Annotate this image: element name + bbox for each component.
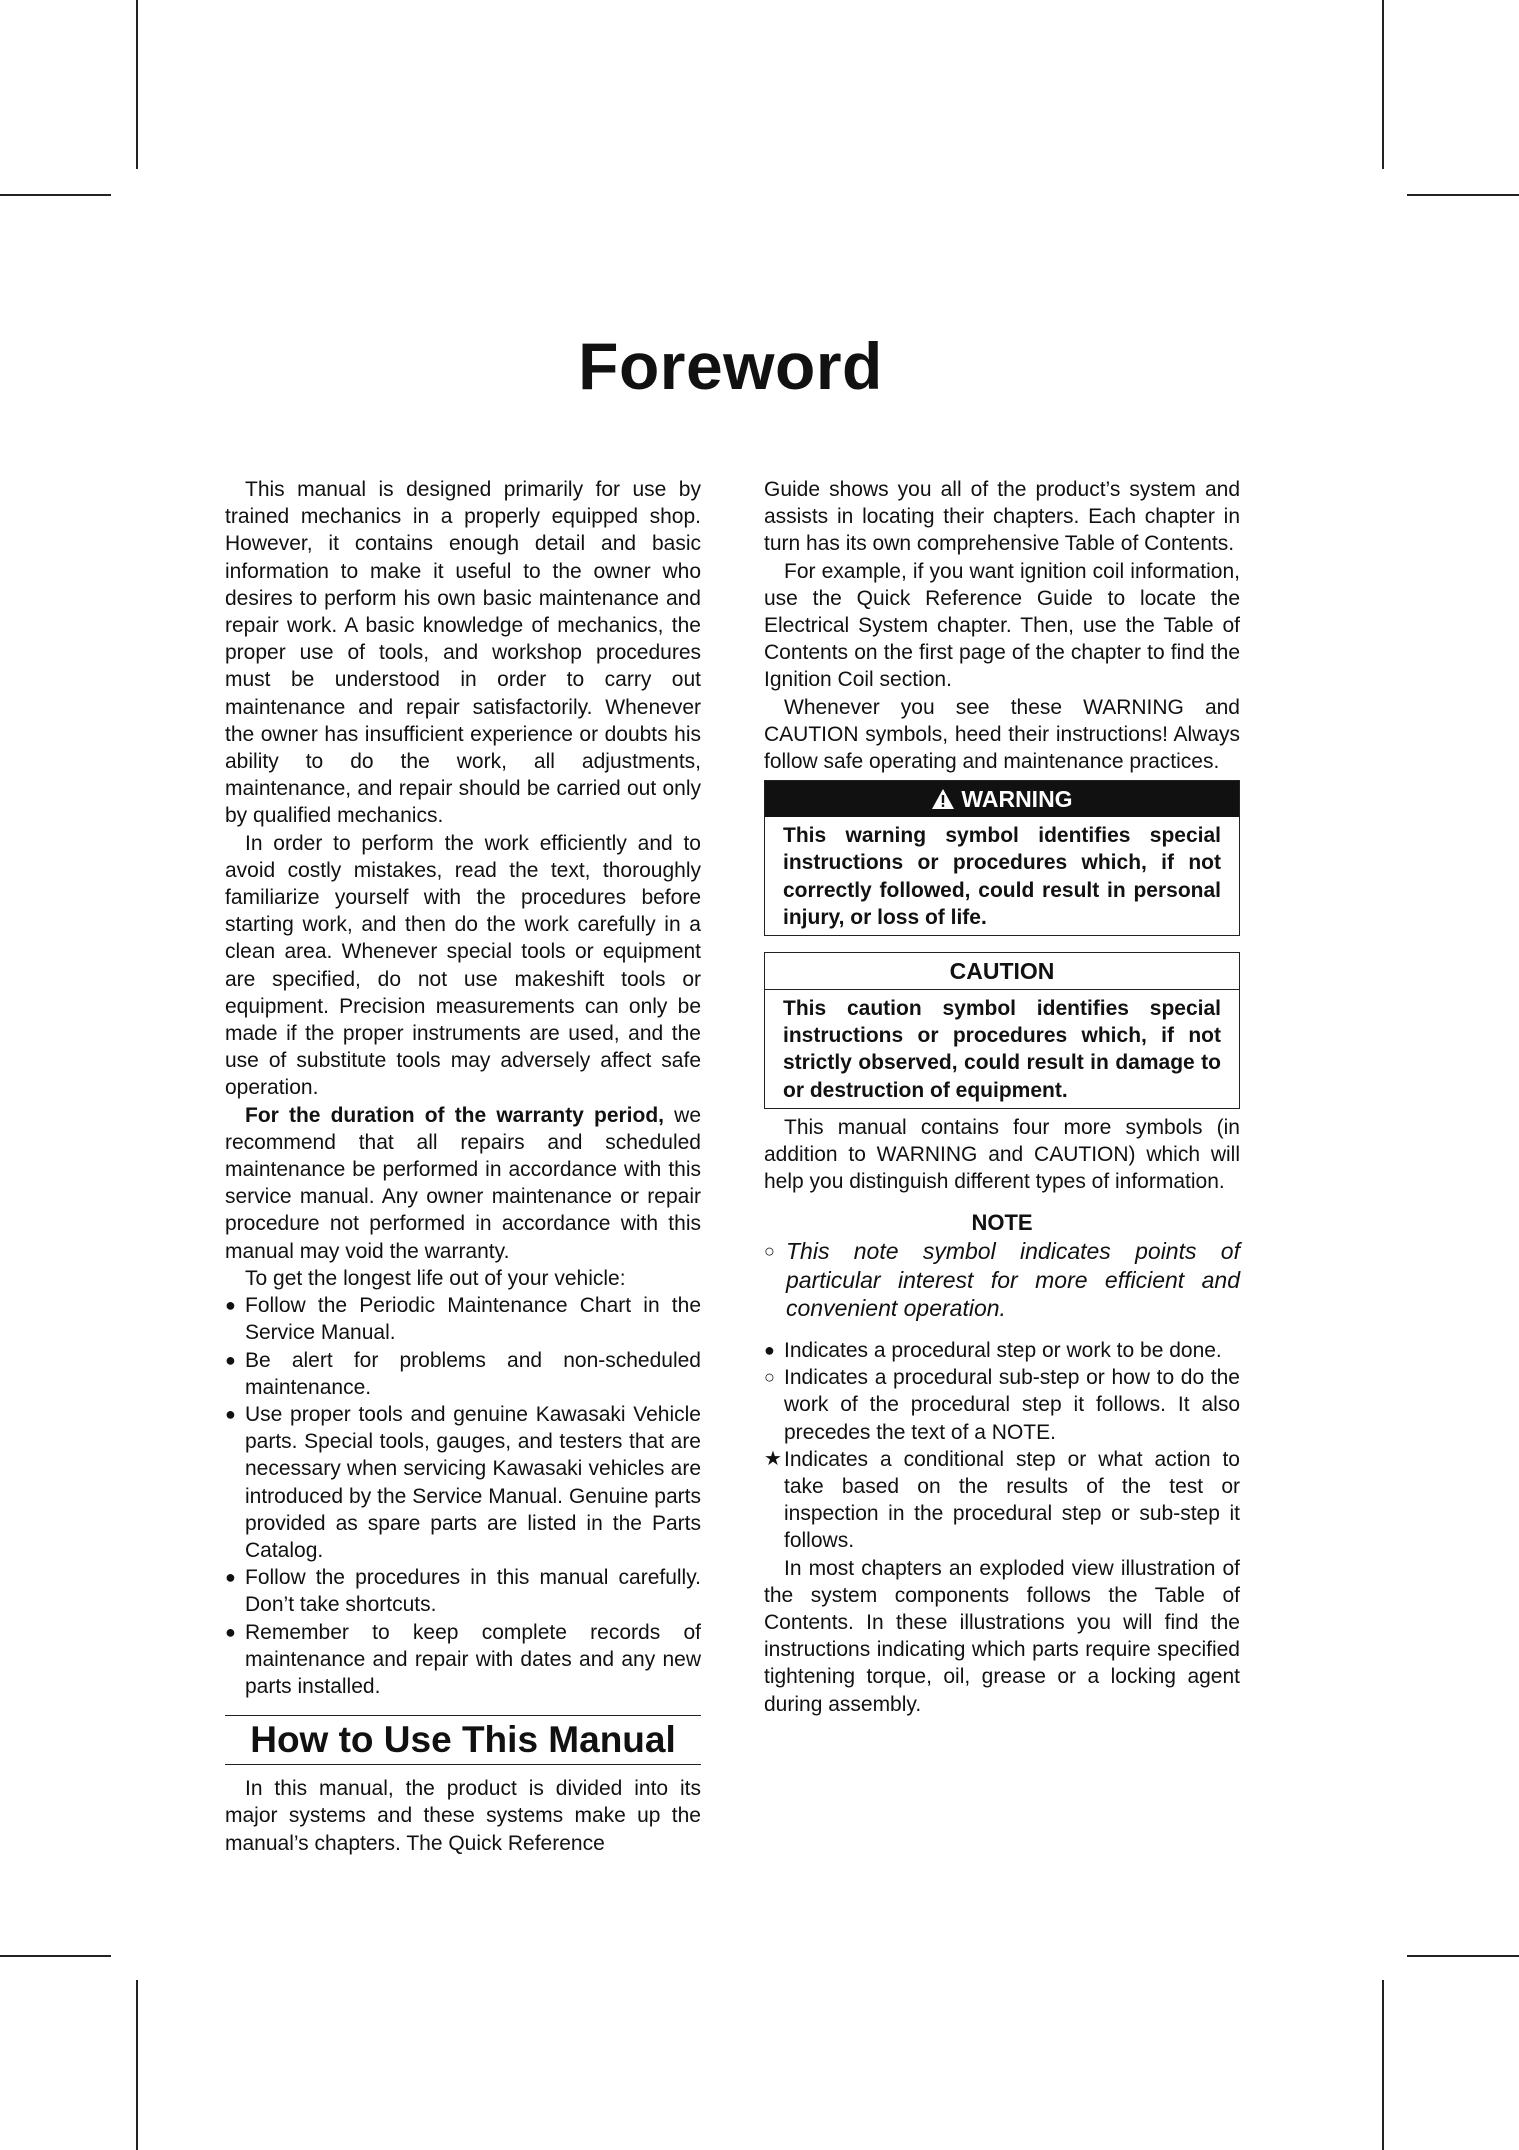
right-column [764,476,1240,1718]
list-item-text: Indicates a procedural sub-step or how to do the work of the procedural step it follows. It also precedes the text of a NOTE. [784,1366,1240,1444]
crop-mark-top-right-horizontal [1407,194,1519,196]
list-item-text: Be alert for problems and non-scheduled maintenance. [245,1348,701,1399]
crop-mark-bottom-right-vertical [1382,1980,1384,2150]
crop-mark-bottom-left-vertical [136,1980,138,2150]
list-item-text: Indicates a conditional step or what action to take based on the results of the test or inspection in the procedural step or sub-step it follows. [784,1447,1240,1553]
note-text-block [764,1237,1240,1323]
list-item [225,1401,701,1564]
list-item-text: Indicates a procedural step or work to be done. [784,1338,1222,1362]
ring-icon: ○ [764,1367,775,1388]
list-item [764,1337,1240,1364]
crop-mark-bottom-right-horizontal [1407,1955,1519,1957]
left-column [225,476,701,1857]
list-item [764,1364,1240,1446]
note-label: NOTE [971,1210,1033,1236]
caution-label: CAUTION [765,953,1239,990]
note-text: This note symbol indicates points of particular interest for more efficient and convenient operation. [786,1238,1240,1322]
bullet-icon: ● [225,1403,236,1424]
warranty-paragraph [225,1102,701,1265]
bullet-icon: ● [225,1621,236,1642]
quick-reference-paragraph: Guide shows you all of the product’s system and assists in locating their chapters. Each chapter in turn has its own comprehensive Table of Contents. [764,478,1240,556]
caution-box [764,952,1240,1109]
list-item [225,1347,701,1401]
list-item-text: Use proper tools and genuine Kawasaki Vehicle parts. Special tools, gauges, and testers that are necessary when servicing Kawasaki vehicles are introduced by the Service Manual. Genuine parts provided as spare parts are listed in the Parts Catalog. [245,1402,701,1562]
maintenance-tips-list [225,1292,701,1700]
list-item [764,1446,1240,1555]
warranty-lead: For the duration of the warranty period, [245,1103,665,1127]
crop-mark-top-right-vertical [1382,0,1384,169]
crop-mark-top-left-horizontal [0,194,111,196]
crop-mark-bottom-left-horizontal [0,1955,111,1957]
warning-box [764,780,1240,936]
warning-label: WARNING [961,786,1073,813]
procedure-paragraph: In order to perform the work efficiently and to avoid costly mistakes, read the text, thoroughly familiarize yourself with the procedures before starting work, and then do the work carefully in a clean area. Whenever special tools or equipment are specified, do not use makeshift tools or equipment. Precision measurements can only be made if the proper instruments are used, and the use of substitute tools may adversely affect safe operation. [225,831,701,1100]
how-to-use-paragraph: In this manual, the product is divided into its major systems and these systems make up the manual’s chapters. The Quick Reference [225,1777,701,1855]
caution-text: This caution symbol identifies special instructions or procedures which, if not strictly observed, could result in damage to or destruction of equipment. [783,997,1221,1102]
symbols-intro-paragraph: Whenever you see these WARNING and CAUTION symbols, heed their instructions! Always follow safe operating and maintenance practices. [764,695,1240,774]
bullet-icon: ● [225,1295,236,1316]
bullet-icon: ● [225,1349,236,1370]
page-title: Foreword [578,329,883,403]
intro-paragraph: This manual is designed primarily for use by trained mechanics in a properly equipped shop. However, it contains enough detail and basic information to make it useful to the owner who desires to perform his own basic maintenance and repair work. A basic knowledge of mechanics, the proper use of tools, and workshop procedures must be understood in order to carry out maintenance and repair satisfactorily. Whenever the owner has insufficient experience or doubts his ability to do the work, all adjustments, maintenance, and repair should be carried out only by qualified mechanics. [225,478,701,828]
star-icon: ★ [764,1447,782,1470]
warranty-text: we recommend that all repairs and scheduled maintenance be performed in accordance with this service manual. Any owner maintenance or repair procedure not performed in accordance with this manual may void the warranty. [225,1103,701,1263]
warning-triangle-icon [931,788,955,810]
bullet-icon: ● [764,1339,775,1360]
example-paragraph: For example, if you want ignition coil information, use the Quick Reference Guide to locate the Electrical System chapter. Then, use the Table of Contents on the first page of the chapter to find the Ignition Coil section. [764,559,1240,692]
more-symbols-paragraph: This manual contains four more symbols (in addition to WARNING and CAUTION) which will help you distinguish different types of information. [764,1115,1240,1194]
crop-mark-top-left-vertical [136,0,138,169]
list-item-text: Follow the Periodic Maintenance Chart in the Service Manual. [245,1294,701,1345]
list-item-text: Remember to keep complete records of maintenance and repair with dates and any new parts installed. [245,1620,701,1698]
section-heading-how-to-use: How to Use This Manual [225,1715,701,1765]
ring-icon: ○ [764,1241,775,1262]
list-item-text: Follow the procedures in this manual carefully. Don’t take shortcuts. [245,1566,701,1617]
list-item [225,1292,701,1346]
list-item [225,1619,701,1701]
bullet-icon: ● [225,1567,236,1588]
warning-header [765,781,1239,817]
list-item [225,1564,701,1618]
longest-life-paragraph: To get the longest life out of your vehicle: [245,1266,626,1290]
warning-text: This warning symbol identifies special instructions or procedures which, if not correctly followed, could result in personal injury, or loss of life. [783,824,1221,929]
exploded-view-paragraph: In most chapters an exploded view illustration of the system components follows the Table of Contents. In these illustrations you will find the instructions indicating which parts require specified tightening torque, oil, grease or a locking agent during assembly. [764,1556,1240,1716]
symbol-legend-list [764,1337,1240,1555]
